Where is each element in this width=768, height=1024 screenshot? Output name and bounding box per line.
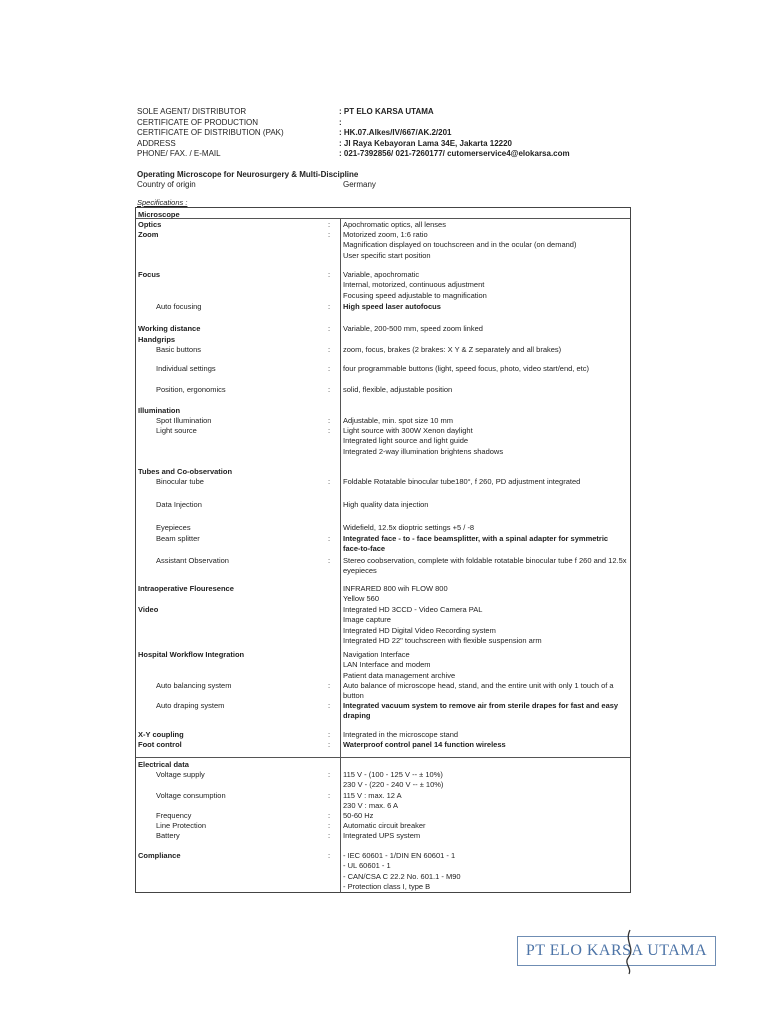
spec-value-line: Waterproof control panel 14 function wireless [343,740,506,749]
spec-value [343,426,627,457]
spec-value [343,385,627,395]
spec-label: Electrical data [138,760,189,769]
spec-value-line: Navigation Interface [343,650,410,659]
spec-label: Intraoperative Flouresence [138,584,234,593]
spec-label: Illumination [138,406,181,415]
spec-value-line: Light source with 300W Xenon daylight [343,426,473,435]
spec-value-line: Integrated HD Digital Video Recording system [343,625,496,635]
spec-label: Battery [156,831,180,840]
spec-value-line: Yellow 560 [343,594,380,604]
spec-label: Basic buttons [156,345,202,354]
spec-colon: : [328,416,331,425]
spec-colon: : [328,534,331,543]
spec-colon: : [328,426,331,435]
spec-value [343,345,627,355]
spec-value-line: 50-60 Hz [343,811,374,820]
spec-value [343,811,627,821]
spec-colon: : [328,851,331,860]
spec-value-line: Foldable Rotatable binocular tube180°, f 260, PD adjustment integrated [343,477,581,486]
spec-label: Handgrips [138,335,176,344]
spec-value-line: Variable, 200-500 mm, speed zoom linked [343,324,483,333]
spec-value [343,701,627,722]
spec-value-line: Integrated HD 22" touchscreen with flexible suspension arm [343,635,542,645]
spec-label: Auto balancing system [156,681,232,690]
spec-label: Data Injection [156,500,202,509]
spec-value [343,605,627,646]
signature-mark [620,928,640,976]
spec-label: Binocular tube [156,477,204,486]
spec-value-line: Internal, motorized, continuous adjustment [343,280,485,290]
spec-label: Spot Illumination [156,416,212,425]
spec-colon: : [328,770,331,779]
spec-value [343,500,627,510]
spec-value-line: Auto balance of microscope head, stand, and the entire unit with only 1 touch of a button [343,681,614,701]
header-label-contact: PHONE/ FAX. / E-MAIL [137,149,221,159]
spec-value-line: zoom, focus, brakes (2 brakes: X Y & Z separately and all brakes) [343,345,562,354]
spec-value-line: Apochromatic optics, all lenses [343,220,446,229]
spec-colon: : [328,364,331,373]
table-divider-electrical [136,757,630,758]
spec-value [343,523,627,533]
spec-value [343,740,627,750]
spec-value-line: Stereo coobservation, complete with foldable rotatable binocular tube f 260 and 12.5x eyepieces [343,556,627,576]
header-label-distribution: CERTIFICATE OF DISTRIBUTION (PAK) [137,128,284,138]
spec-value [343,302,627,312]
spec-label: Microscope [138,210,180,219]
spec-value [343,770,627,791]
spec-value-line: 115 V : max. 12 A [343,791,402,800]
spec-value-line: 230 V - (220 - 240 V -- ± 10%) [343,780,444,790]
spec-label: Eyepieces [156,523,191,532]
spec-colon: : [328,270,331,279]
spec-value-line: Focusing speed adjustable to magnification [343,290,487,300]
spec-value [343,730,627,740]
spec-colon: : [328,701,331,710]
spec-label: Optics [138,220,162,229]
spec-label: X-Y coupling [138,730,184,739]
spec-value [343,821,627,831]
spec-value [343,230,627,261]
spec-label: Voltage supply [156,770,205,779]
spec-value-line: solid, flexible, adjustable position [343,385,453,394]
spec-value [343,831,627,841]
spec-value [343,791,627,812]
spec-value-line: Magnification displayed on touchscreen and in the ocular (on demand) [343,240,577,250]
spec-colon: : [328,556,331,565]
spec-colon: : [328,230,331,239]
spec-label: Zoom [138,230,159,239]
spec-value [343,681,627,702]
spec-value-line: Integrated face - to - face beamsplitter, with a spinal adapter for symmetric face-to-face [343,534,609,554]
header-value-contact: : 021-7392856/ 021-7260177/ cutomerservice4@elokarsa.com [339,149,570,159]
spec-value [343,416,627,426]
spec-label: Video [138,605,159,614]
spec-value-line: Integrated HD 3CCD - Video Camera PAL [343,605,483,614]
spec-colon: : [328,681,331,690]
spec-colon: : [328,831,331,840]
spec-colon: : [328,302,331,311]
origin-label: Country of origin [137,180,196,189]
spec-value-line: Integrated vacuum system to remove air from sterile drapes for fast and easy draping [343,701,619,721]
spec-value-line: High quality data injection [343,500,429,509]
spec-value-line: User specific start position [343,250,431,260]
spec-value-line: Integrated UPS system [343,831,421,840]
product-title: Operating Microscope for Neurosurgery & Multi-Discipline [137,170,359,179]
spec-value-line: LAN Interface and modem [343,660,431,670]
spec-label: Working distance [138,324,201,333]
spec-colon: : [328,220,331,229]
spec-label: Hospital Workflow Integration [138,650,245,659]
header-value-agent: : PT ELO KARSA UTAMA [339,107,434,116]
header-value-address: : Jl Raya Kebayoran Lama 34E, Jakarta 12220 [339,138,512,148]
spec-value-line: 115 V - (100 - 125 V -- ± 10%) [343,770,443,779]
spec-value [343,851,627,892]
specifications-caption: Specifications : [137,198,188,207]
spec-label: Tubes and Co-observation [138,467,233,476]
header-label-address: ADDRESS [137,138,176,148]
spec-value-line: Variable, apochromatic [343,270,420,279]
spec-label: Auto draping system [156,701,225,710]
spec-colon: : [328,740,331,749]
spec-value [343,584,627,605]
spec-label: Assistant Observation [156,556,229,565]
spec-colon: : [328,385,331,394]
spec-colon: : [328,811,331,820]
spec-value-line: Image capture [343,615,391,625]
origin-value: Germany [343,180,376,189]
spec-label: Voltage consumption [156,791,226,800]
spec-value-line: Integrated 2-way illumination brightens shadows [343,446,504,456]
header-value-production: : [339,117,342,127]
spec-label: Position, ergonomics [156,385,226,394]
spec-label: Auto focusing [156,302,202,311]
spec-label: Beam splitter [156,534,200,543]
specifications-table [135,207,631,893]
spec-label: Compliance [138,851,181,860]
spec-value-line: - UL 60601 - 1 [343,861,391,871]
spec-value [343,650,627,681]
spec-colon: : [328,324,331,333]
spec-value [343,220,627,230]
header-label-production: CERTIFICATE OF PRODUCTION [137,117,259,127]
spec-value [343,556,627,577]
spec-label: Frequency [156,811,192,820]
spec-label: Line Protection [156,821,207,830]
spec-label: Focus [138,270,161,279]
spec-value-line: - CAN/CSA C 22.2 No. 601.1 - M90 [343,871,461,881]
header-label-agent: SOLE AGENT/ DISTRIBUTOR [137,107,247,116]
spec-value-line: four programmable buttons (light, speed focus, photo, video start/end, etc) [343,364,589,373]
spec-value [343,477,627,487]
spec-value-line: - Protection class I, type B [343,881,431,891]
spec-value-line: Widefield, 12.5x dioptric settings +5 / -8 [343,523,475,532]
spec-label: Light source [156,426,197,435]
spec-value-line: Adjustable, min. spot size 10 mm [343,416,454,425]
spec-colon: : [328,730,331,739]
spec-colon: : [328,345,331,354]
spec-colon: : [328,477,331,486]
spec-value-line: Integrated light source and light guide [343,436,469,446]
spec-label: Foot control [138,740,182,749]
spec-value-line: Motorized zoom, 1:6 ratio [343,230,428,239]
header-value-distribution: : HK.07.Alkes/IV/667/AK.2/201 [339,128,452,138]
spec-value-line: INFRARED 800 wih FLOW 800 [343,584,448,593]
spec-value [343,364,627,374]
spec-colon: : [328,821,331,830]
spec-value-line: Patient data management archive [343,670,456,680]
spec-value [343,324,627,334]
spec-label: Individual settings [156,364,216,373]
spec-colon: : [328,791,331,800]
spec-value-line: 230 V : max. 6 A [343,801,399,811]
header-values [339,107,570,160]
company-stamp: PT ELO KARSA UTAMA [517,936,716,966]
header-labels [137,107,284,160]
spec-value-line: High speed laser autofocus [343,302,441,311]
spec-value-line: Automatic circuit breaker [343,821,426,830]
spec-value-line: - IEC 60601 - 1/DIN EN 60601 - 1 [343,851,456,860]
spec-value [343,270,627,301]
spec-value [343,534,627,555]
spec-value-line: Integrated in the microscope stand [343,730,459,739]
